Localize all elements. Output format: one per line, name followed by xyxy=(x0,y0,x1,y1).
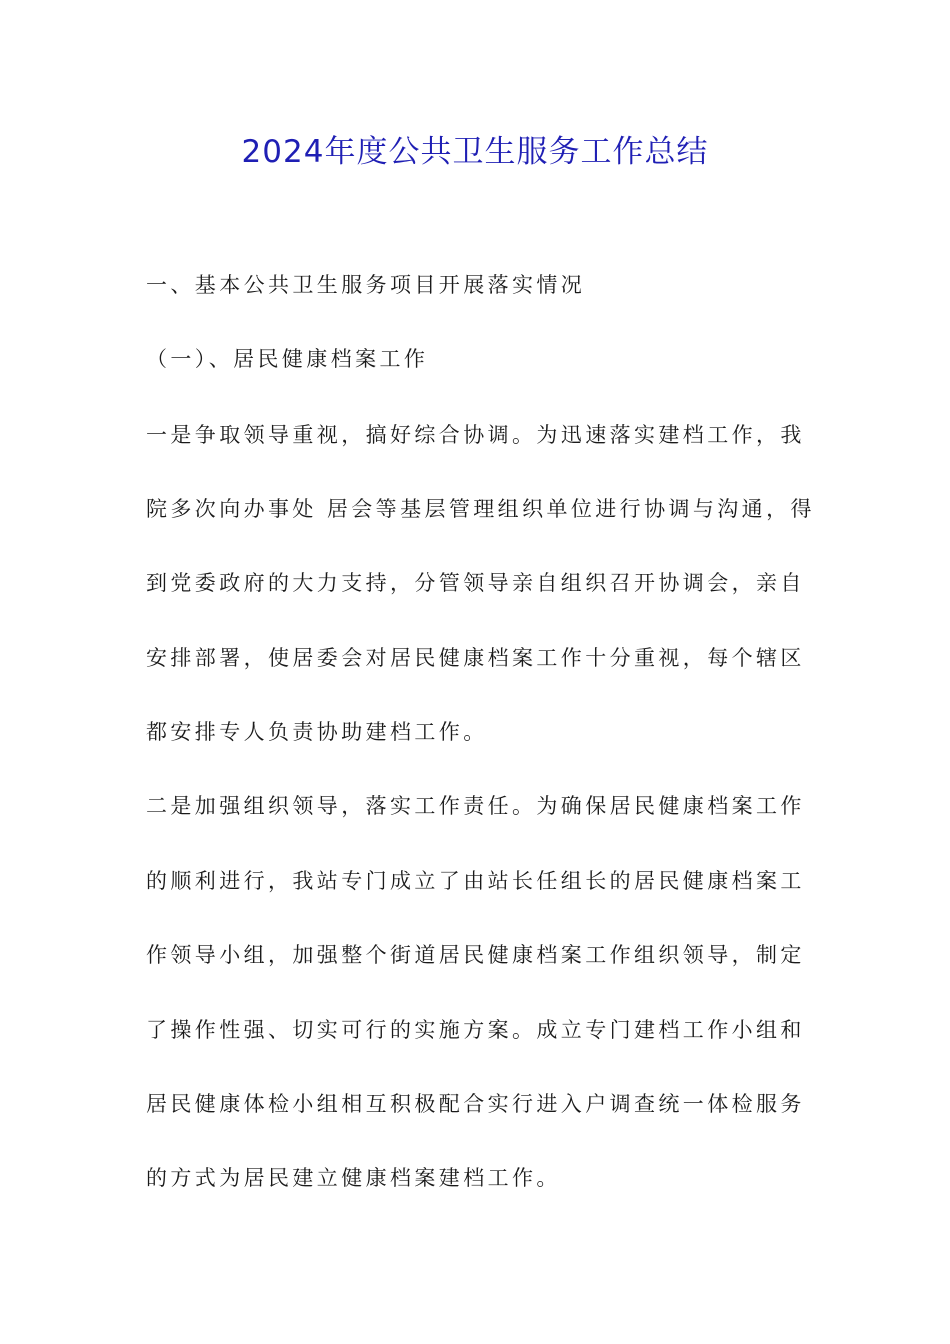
paragraph-line: 的方式为居民建立健康档案建档工作。 xyxy=(146,1166,561,1190)
paragraph-line: 安排部署，使居委会对居民健康档案工作十分重视，每个辖区 xyxy=(146,646,805,670)
paragraph-line: 的顺利进行，我站专门成立了由站长任组长的居民健康档案工 xyxy=(146,869,805,893)
paragraph-line: 了操作性强、切实可行的实施方案。成立专门建档工作小组和 xyxy=(146,1018,805,1042)
paragraph-line: 居民健康体检小组相互积极配合实行进入户调查统一体检服务 xyxy=(146,1092,805,1116)
paragraph-line: 一是争取领导重视，搞好综合协调。为迅速落实建档工作，我 xyxy=(146,423,805,447)
paragraph-line: 到党委政府的大力支持，分管领导亲自组织召开协调会，亲自 xyxy=(146,571,805,595)
document-title: 2024年度公共卫生服务工作总结 xyxy=(241,134,709,170)
section-heading: 一、基本公共卫生服务项目开展落实情况 xyxy=(146,273,586,297)
paragraph-line: 作领导小组，加强整个街道居民健康档案工作组织领导，制定 xyxy=(146,943,805,967)
paragraph-line: 院多次向办事处 居会等基层管理组织单位进行协调与沟通，得 xyxy=(146,497,815,521)
paragraph-line: 都安排专人负责协助建档工作。 xyxy=(146,720,488,744)
subsection-heading: （一）、居民健康档案工作 xyxy=(146,347,429,371)
paragraph-line: 二是加强组织领导，落实工作责任。为确保居民健康档案工作 xyxy=(146,794,805,818)
